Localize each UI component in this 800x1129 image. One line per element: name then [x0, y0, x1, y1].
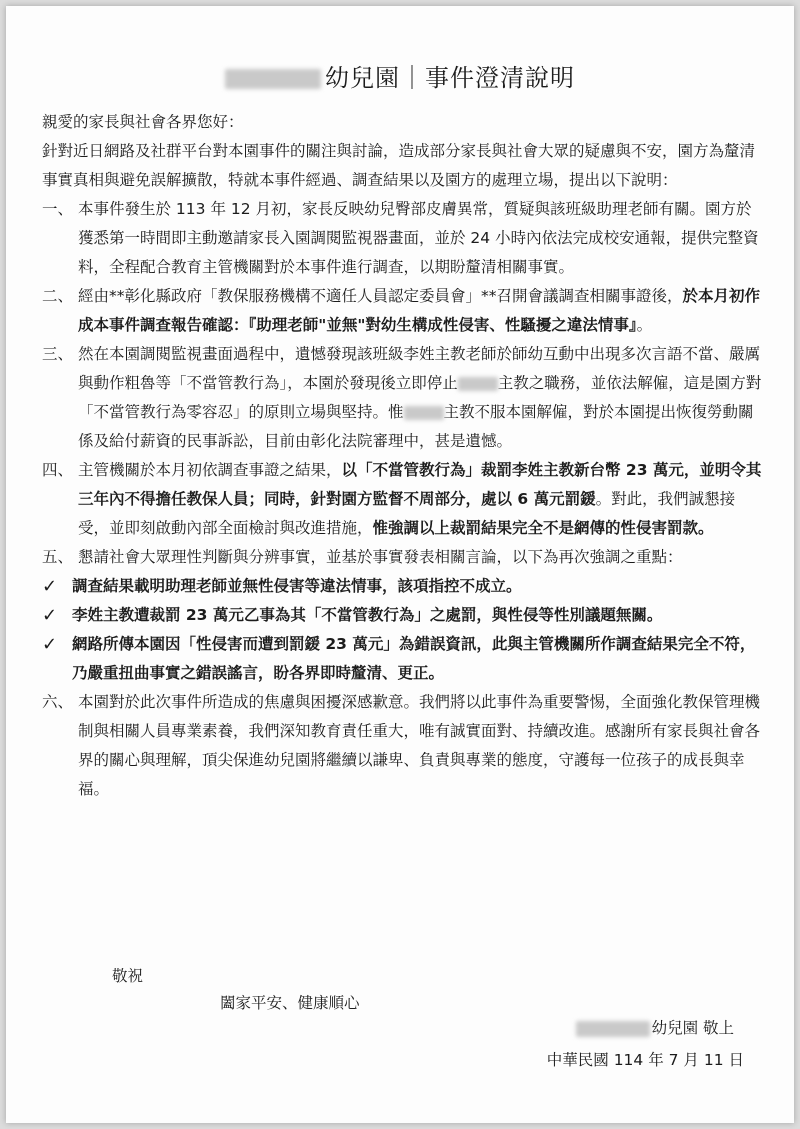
section-number: 四、: [42, 461, 74, 479]
key-point-text: 調查結果載明助理老師並無性侵害等違法情事，該項指控不成立。: [72, 577, 522, 595]
document-body: [42, 108, 762, 804]
section-text-part: 經由**彰化縣政府「教保服務機構不適任人員認定委員會」**召開會議調查相關事證後，: [78, 287, 683, 305]
checkmark-icon: ✓: [42, 634, 58, 655]
section-number: 五、: [42, 548, 74, 566]
section-text-bold: 以「不當管教行為」裁罰李姓主教新台幣 23 萬元，並明令其三年內不得擔任教保人員；同時，針對園方監督不周部分，處以 6 萬元罰鍰: [78, 461, 762, 508]
section-text: [78, 456, 762, 543]
section-text: 本事件發生於 113 年 12 月初，家長反映幼兒臀部皮膚異常，質疑與該班級助理老師有關。園方於獲悉第一時間即主動邀請家長入園調閱監視器畫面，並於 24 小時內依法完成校安通報，提供完整資料，全程配合教育主管機關對於本事件進行調查，以期盼釐清相關事實。: [78, 200, 759, 276]
section-text-part: 然在本園調閱監視畫面過程中，遺憾發現該班級李姓主教老師於師幼互動中出現多次言語不當、嚴厲與動作粗魯等「不當管教行為」，本園於發現後立即停止: [78, 345, 761, 392]
section-3: [42, 340, 762, 456]
redacted-school-name: [225, 69, 321, 89]
section-text-bold: 惟強調以上裁罰結果完全不是網傳的性侵害罰款。: [372, 519, 714, 537]
key-point-3: [42, 630, 762, 688]
section-5: [42, 543, 762, 572]
section-1: [42, 195, 762, 282]
closing-wish: 闔家平安、健康順心: [220, 994, 360, 1012]
section-text: [78, 282, 762, 340]
document-title: [6, 58, 794, 93]
checkmark-icon: ✓: [42, 576, 58, 597]
intro-paragraph: 針對近日網路及社群平台對本園事件的關注與討論，造成部分家長與社會大眾的疑慮與不安，園方為釐清事實真相與避免誤解擴散，特就本事件經過、調查結果以及園方的處理立場，提出以下說明：: [42, 142, 756, 189]
section-number: 二、: [42, 287, 74, 305]
section-text-part: 主管機關於本月初依調查事證之結果，: [78, 461, 342, 479]
section-2: [42, 282, 762, 340]
title-text: 幼兒園｜事件澄清說明: [325, 64, 575, 92]
section-6: [42, 688, 762, 804]
key-point-1: [42, 572, 762, 601]
document-date: 中華民國 114 年 7 月 11 日: [546, 1051, 744, 1069]
section-text-part: 主教之職務，並依法解僱，這是園方對「不當管教行為零容忍」的原則立場與堅持。惟: [78, 374, 762, 421]
key-point-text: 網路所傳本園因「性侵害而遭到罰鍰 23 萬元」為錯誤資訊，此與主管機關所作調查結果完全不符，乃嚴重扭曲事實之錯誤謠言，盼各界即時釐清、更正。: [72, 635, 756, 682]
closing-salutation: 敬祝: [112, 967, 144, 985]
key-point-2: [42, 601, 762, 630]
section-text: 懇請社會大眾理性判斷與分辨事實，並基於事實發表相關言論，以下為再次強調之重點：: [78, 548, 683, 566]
redacted-school-name: [576, 1021, 650, 1037]
greeting: 親愛的家長與社會各界您好：: [42, 113, 244, 131]
section-text-part: 。: [636, 316, 653, 334]
section-text-bold: 於本月初作成本事件調查報告確認：『助理老師"並無"對幼生構成性侵害、性騷擾之違法情事』: [78, 287, 761, 334]
redacted-name: [404, 406, 444, 420]
section-number: 三、: [42, 345, 74, 363]
section-text-part: 。對此，我們誠懇接受，並即刻啟動內部全面檢討與改進措施，: [78, 490, 736, 537]
section-number: 一、: [42, 200, 74, 218]
signature-line: [576, 1016, 734, 1038]
section-4: [42, 456, 762, 543]
document-page: [6, 6, 794, 1123]
checkmark-icon: ✓: [42, 605, 58, 626]
section-text: 本園對於此次事件所造成的焦慮與困擾深感歉意。我們將以此事件為重要警惕，全面強化教保管理機制與相關人員專業素養，我們深知教育責任重大，唯有誠實面對、持續改進。感謝所有家長與社會各界的關心與理解，頂尖保進幼兒園將繼續以謙卑、負責與專業的態度，守護每一位孩子的成長與幸福。: [78, 693, 761, 798]
section-text: [78, 340, 762, 456]
section-number: 六、: [42, 693, 74, 711]
redacted-name: [458, 377, 498, 391]
section-text-part: 主教不服本園解僱，對於本園提出恢復勞動關係及給付薪資的民事訴訟，目前由彰化法院審理中，甚是遺憾。: [78, 403, 754, 450]
key-point-text: 李姓主教遭裁罰 23 萬元乙事為其「不當管教行為」之處罰，與性侵等性別議題無關。: [72, 606, 663, 624]
signer-text: 幼兒園 敬上: [651, 1019, 734, 1037]
